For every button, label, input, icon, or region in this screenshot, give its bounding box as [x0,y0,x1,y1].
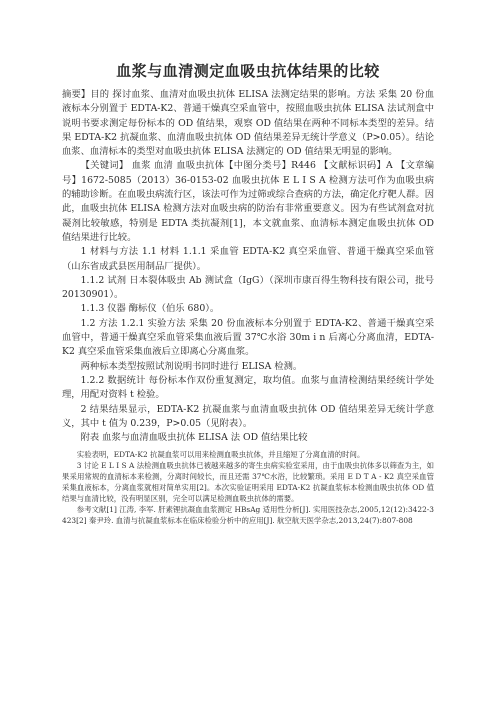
references-paragraph: 参考文献[1] 江涛, 李军. 肝素锂抗凝血血浆测定 HBsAg 适用性分析[J]. 实用医技杂志,2005,12(12):3422-3423[2] 秦尹玲. 血清与抗凝血浆标本在临床检验分析中的应用[J]. 航空航天医学杂志,2013,24(7):807-808 [62,505,434,526]
results-paragraph: 2 结果结果显示，EDTA-K2 抗凝血浆与血清血吸虫抗体 OD 值结果差异无统计学意义，其中 t 值为 0.239，P>0.05（见附表）。 [62,403,434,429]
conclusion-note: 实验表明，EDTA-K2 抗凝血浆可以用来检测血吸虫抗体，并且缩短了分离血清的时间。 [76,450,365,460]
discussion-paragraph: 3 讨论 E L I S A 法检测血吸虫抗体已被越来越多的寄生虫病实验室采用，由于血吸虫抗体多以筛查为主，如果采用常规的血清标本来检测，分离时间较长，而且还需 37℃水浴，比较繁琐。采用 E D T A - K2 真空采血管采集血液标本，分离血浆就相对简单实用[2]。本次实验证明采用 EDTA-K2 抗凝血浆标本检测血吸虫抗体 OD 值结果与血清比较，没有明显区别，完全可以满足检测血吸虫抗体的需要。 [62,461,434,504]
materials-paragraph: 1 材料与方法 1.1 材料 1.1.1 采血管 EDTA-K2 真空采血管、普通干燥真空采血管（山东省成武县医用制品厂提供）。 [62,246,434,272]
elisa-paragraph: 两种标本类型按照试剂说明书同时进行 ELISA 检测。 [80,360,303,372]
method-paragraph: 1.2 方法 1.2.1 实验方法 采集 20 份血液标本分别置于 EDTA-K2、普通干燥真空采血管中，普通干燥真空采血管采集血液后置 37℃水浴 30m i n 后离心分离血清，EDTA-K2 真空采血管采集血液后立即离心分离血浆。 [62,317,434,358]
reagent-paragraph: 1.1.2 试剂 日本裂体吸虫 Ab 测试盒（IgG）（深圳市康百得生物科技有限公司，批号 20130901）。 [62,274,434,301]
document-body [62,88,434,526]
page-title: 血浆与血清测定血吸虫抗体结果的比较 [116,62,380,80]
statistics-paragraph: 1.2.2 数据统计 每份标本作双份重复测定，取均值。血浆与血清检测结果经统计学处理，用配对资料 t 检验。 [62,374,434,401]
table-caption: 附表 血浆与血清血吸虫抗体 ELISA 法 OD 值结果比较 [80,432,308,444]
abstract-paragraph: 摘要】目的 探讨血浆、血清对血吸虫抗体 ELISA 法测定结果的影响。方法 采集 20 份血液标本分别置于 EDTA-K2、普通干燥真空采血管中，按照血吸虫抗体 ELISA 法试剂盒中说明书要求测定每份标本的 OD 值结果，观察 OD 值结果在两种不同标本类型的差异。结果 EDTA-K2 抗凝血浆、血清血吸虫抗体 OD 值结果差异无统计学意义（P>0.05）。结论 血浆、血清标本的类型对血吸虫抗体 ELISA 法测定的 OD 值结果无明显的影响。 [62,89,434,158]
keywords-paragraph: 【关键词】 血浆 血清 血吸虫抗体【中图分类号】R446 【文献标识码】A 【文章编号】1672-5085（2013）36-0153-02 血吸虫抗体 E L I S A 检测方法可作为血吸虫病的辅助诊断。在血吸虫病流行区，该法可作为过筛或综合查病的方法，确定化疗靶人群。因此，血吸虫抗体 ELISA 检测方法对血吸虫病的防治有非常重要意义。因为有些试剂盒对抗凝剂比较敏感，特别是 EDTA 类抗凝剂[1]，本文就血浆、血清标本测定血吸虫抗体 OD 值结果进行比较。 [62,160,434,243]
instrument-paragraph: 1.1.3 仪器 酶标仪（伯乐 680）。 [80,303,220,315]
